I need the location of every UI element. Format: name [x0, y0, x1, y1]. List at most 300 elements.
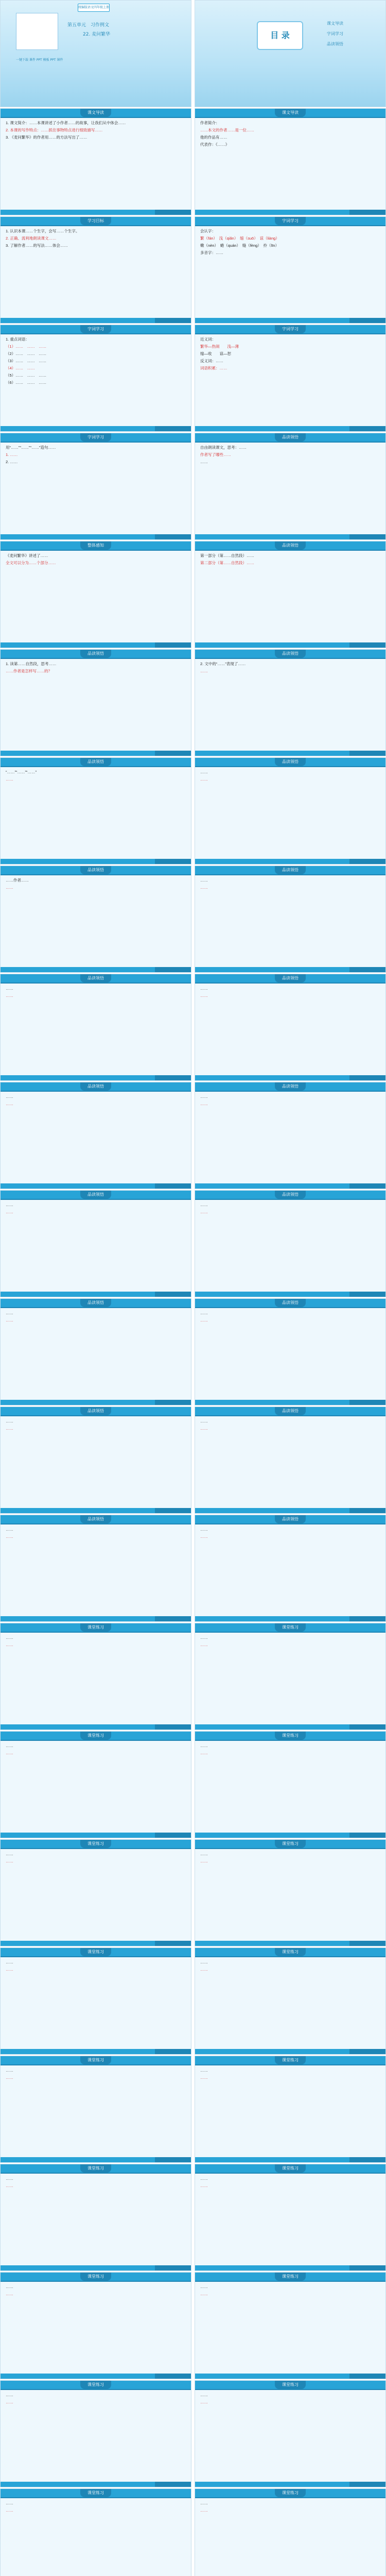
slide-footer-bar [195, 1833, 385, 1838]
slide-footer-bar [195, 1292, 385, 1297]
slide-line: 繁华—热闹 浅—薄 [200, 344, 239, 349]
slide-footer-bar [1, 318, 191, 323]
slide-line: …… [6, 2292, 13, 2296]
slide-header-label: 品读领悟 [275, 1299, 306, 1307]
slide-footer-bar [1, 1400, 191, 1405]
slide-body [200, 2067, 380, 2082]
slide-body [200, 2500, 380, 2515]
slide-footer-bar [1, 1508, 191, 1513]
slide-right [195, 1515, 386, 1622]
slide-line: 1. 重点词语： [6, 337, 29, 342]
slide-line: …… [200, 1527, 208, 1532]
slide-row [0, 1298, 386, 1405]
slide-header-bar [195, 1407, 385, 1416]
slide-body [6, 1418, 186, 1433]
slide-body [200, 1094, 380, 1108]
slide-footer-bar [195, 2157, 385, 2162]
slide-left [0, 2056, 191, 2163]
slide-line: …… [200, 1318, 208, 1323]
slide-body [6, 2176, 186, 2190]
slide-line: …… [200, 1635, 208, 1640]
slide-line: …… [200, 1967, 208, 1972]
slide-body [6, 1310, 186, 1325]
slide-footer-bar [1, 751, 191, 756]
slide-footer-bar [1, 2374, 191, 2379]
cover-illustration [16, 13, 58, 50]
slide-footer-bar [195, 1400, 385, 1405]
toc-item-3[interactable]: 品读领悟 [327, 42, 343, 46]
slide-right [195, 1082, 386, 1189]
slide-header-bar [195, 1191, 385, 1200]
slide-header-label: 课堂练习 [80, 2489, 111, 2497]
slide-header-bar [1, 974, 191, 984]
slide-left [0, 1731, 191, 1838]
slide-header-bar [195, 2489, 385, 2498]
lesson-title: 22. 麦问繁华 [83, 32, 111, 37]
slide-left [0, 1190, 191, 1297]
slide-header-bar [1, 1191, 191, 1200]
slide-line: …… [200, 2400, 208, 2404]
slide-row [0, 1731, 386, 1838]
slide-line: …… [200, 1859, 208, 1863]
slide-line: （4）…… …… [6, 366, 35, 370]
slide-line: 嫩（nèn） 蜷（quán） 缝（fèng） 拎（līn） [200, 243, 279, 248]
slide-header-bar [1, 1082, 191, 1092]
slide-header-bar [1, 2164, 191, 2174]
slide-left [0, 2380, 191, 2487]
slide-row [0, 1947, 386, 2055]
slide-footer-bar [195, 2482, 385, 2487]
slide-footer-bar [1, 1833, 191, 1838]
slide-line: …… [6, 1527, 13, 1532]
slide-body [200, 1418, 380, 1433]
slide-header-label: 课堂练习 [80, 2164, 111, 2173]
slide-line: 用“……”“……”“……”造句…… [6, 445, 56, 450]
slide-line: …… [6, 1967, 13, 1972]
cover-subtitle: 一键下载 课件 PPT 模板 PPT 课件 [16, 58, 63, 62]
slide-header-label: 课文导读 [275, 109, 306, 117]
slide-header-label: 品读领悟 [80, 650, 111, 658]
cover-slide [0, 0, 191, 107]
slide-row [0, 757, 386, 865]
slide-header-bar [195, 109, 385, 118]
slide-body [200, 986, 380, 1000]
slide-footer-bar [1, 426, 191, 431]
slide-right [195, 1947, 386, 2055]
slide-body [200, 1202, 380, 1216]
slide-header-label: 字词学习 [80, 325, 111, 333]
slide-line: …… [200, 2176, 208, 2181]
slide-line: …… [200, 1419, 208, 1423]
slide-row-cover [0, 0, 386, 107]
slide-left [0, 1082, 191, 1189]
slide-left [0, 433, 191, 540]
slide-header-bar [195, 541, 385, 551]
slide-row [0, 2272, 386, 2379]
slide-header-label: 课文导读 [80, 109, 111, 117]
slide-line: …… [200, 1426, 208, 1431]
slide-header-label: 课堂练习 [275, 2489, 306, 2497]
slide-header-label: 课堂练习 [80, 1840, 111, 1848]
slide-line: ……作者…… [6, 878, 29, 883]
slide-line: 词语积累：…… [200, 366, 227, 370]
slide-left [0, 1406, 191, 1514]
slide-line: …… [6, 2075, 13, 2080]
slide-line: 繁（fán） 浅（qiǎn） 缩（suō） 谅（liàng） [200, 236, 279, 241]
slide-line: 他的作品有…… [200, 135, 227, 140]
slide-footer-bar [1, 1183, 191, 1189]
slide-line: （3）…… …… …… [6, 359, 47, 363]
slide-left [0, 2488, 191, 2576]
slide-line: 2. 正确、流利地朗读课文…… [6, 236, 57, 241]
slide-line: 近义词： [200, 337, 216, 342]
slide-body [6, 661, 186, 675]
slide-line: …… [200, 2183, 208, 2188]
slide-footer-bar [1, 534, 191, 539]
slide-line: …… [200, 1960, 208, 1964]
slide-header-label: 品读领悟 [80, 1082, 111, 1091]
slide-line: …… [200, 1534, 208, 1539]
slide-line: （1）…… …… …… [6, 344, 47, 349]
slide-header-bar [1, 433, 191, 443]
slide-footer-bar [195, 859, 385, 864]
slide-line: …… [6, 1859, 13, 1863]
slide-line: …… [200, 1210, 208, 1214]
slide-body [200, 1959, 380, 1974]
slide-line: …… [6, 1202, 13, 1207]
slide-line: …… [6, 1318, 13, 1323]
slide-footer-bar [195, 318, 385, 323]
slide-left [0, 108, 191, 215]
slide-line: 全文可以分为……个部分…… [6, 561, 56, 565]
slide-row [0, 974, 386, 1081]
slide-footer-bar [195, 1075, 385, 1080]
slide-header-label: 学习目标 [80, 217, 111, 225]
slide-header-label: 课堂练习 [80, 2056, 111, 2064]
slide-line: ……本文的作者……是一位…… [200, 128, 254, 132]
slide-footer-bar [1, 1075, 191, 1080]
slide-header-label: 课堂练习 [275, 1623, 306, 1632]
slide-line: 《麦问繁华》讲述了…… [6, 553, 48, 558]
slide-footer-bar [195, 2265, 385, 2270]
slide-header-label: 课堂练习 [275, 2273, 306, 2281]
slide-line: …… [200, 885, 208, 890]
slide-header-bar [1, 2273, 191, 2282]
slide-header-bar [195, 866, 385, 875]
slide-row [0, 2056, 386, 2163]
slide-line: …… [200, 460, 208, 464]
slide-body [6, 2067, 186, 2082]
slide-header-bar [1, 1623, 191, 1633]
slide-line: （2）…… …… …… [6, 351, 47, 356]
slide-header-label: 品读领悟 [80, 866, 111, 874]
slide-header-label: 品读领悟 [275, 433, 306, 442]
slide-line: …… [200, 2501, 208, 2505]
slide-line: …… [6, 1635, 13, 1640]
slide-left [0, 1623, 191, 1730]
slide-body [6, 1851, 186, 1866]
slide-line: …… [200, 986, 208, 991]
slide-body [6, 1635, 186, 1649]
slide-right [195, 2164, 386, 2271]
slide-line: …… [200, 1094, 208, 1099]
slide-line: …… [200, 777, 208, 782]
slide-footer-bar [195, 1724, 385, 1730]
slide-header-bar [195, 433, 385, 443]
slide-header-bar [1, 325, 191, 334]
slide-header-bar [195, 325, 385, 334]
slide-body [200, 877, 380, 892]
slide-right [195, 1731, 386, 1838]
slide-header-label: 品读领悟 [80, 974, 111, 982]
slide-header-bar [195, 1623, 385, 1633]
slide-footer-bar [1, 1616, 191, 1621]
slide-header-label: 品读领悟 [275, 866, 306, 874]
slide-line: …… [200, 770, 208, 774]
slide-line: 1. 课文简介：……本课讲述了小作者……的故事，让我们从中体会…… [6, 121, 126, 125]
slide-header-label: 课堂练习 [80, 2381, 111, 2389]
slide-header-label: 品读领悟 [275, 1082, 306, 1091]
slide-right [195, 974, 386, 1081]
slide-line: …… [6, 993, 13, 998]
slide-body [6, 1743, 186, 1757]
slide-line: …… [6, 777, 13, 782]
slide-body [6, 2500, 186, 2515]
slide-line: …… [6, 885, 13, 890]
slide-line: …… [200, 2508, 208, 2513]
slide-line: …… [200, 1642, 208, 1647]
slide-header-bar [1, 1515, 191, 1524]
slide-left [0, 1298, 191, 1405]
slide-line: （5）…… …… …… [6, 373, 47, 378]
slide-line: …… [200, 2393, 208, 2397]
slide-footer-bar [1, 2049, 191, 2054]
slide-body [6, 445, 186, 466]
slide-row [0, 866, 386, 973]
slide-line: …… [200, 1202, 208, 1207]
slide-header-label: 品读领悟 [80, 1299, 111, 1307]
slide-line: …… [6, 2400, 13, 2404]
slide-header-label: 品读领悟 [80, 1191, 111, 1199]
slide-left [0, 541, 191, 648]
slide-line: 1. 读第……自然段，思考…… [6, 662, 57, 666]
slide-line: 会认字： [200, 229, 216, 233]
slide-footer-bar [1, 2265, 191, 2270]
slide-footer-bar [195, 1183, 385, 1189]
slide-line: …… [6, 2068, 13, 2073]
slide-header-label: 字词学习 [80, 433, 111, 442]
slide-right [195, 108, 386, 215]
slide-footer-bar [195, 210, 385, 215]
slide-header-label: 品读领悟 [275, 1407, 306, 1415]
slide-line: …… [6, 1419, 13, 1423]
slide-header-bar [195, 650, 385, 659]
slide-header-label: 字词学习 [275, 217, 306, 225]
slide-line: …… [6, 2508, 13, 2513]
slide-body [200, 2284, 380, 2298]
slide-body [6, 2284, 186, 2298]
slide-header-bar [1, 650, 191, 659]
slide-footer-bar [1, 210, 191, 215]
slide-left [0, 1515, 191, 1622]
slide-header-bar [1, 1299, 191, 1308]
slide-footer-bar [195, 967, 385, 972]
slide-body [6, 877, 186, 892]
slide-right [195, 866, 386, 973]
slide-body [6, 986, 186, 1000]
slide-row [0, 433, 386, 540]
slide-right [195, 1839, 386, 1946]
slide-footer-bar [195, 534, 385, 539]
slide-row [0, 2164, 386, 2271]
slide-line: …… [6, 1534, 13, 1539]
slide-line: 第二部分（第……自然段）…… [200, 561, 254, 565]
slide-header-bar [1, 1948, 191, 1957]
slide-right [195, 325, 386, 432]
slide-line: …… [6, 2501, 13, 2505]
slide-right [195, 541, 386, 648]
slide-header-label: 品读领悟 [275, 650, 306, 658]
slide-line: …… [200, 1101, 208, 1106]
slide-body [200, 1310, 380, 1325]
slide-line: …… [200, 669, 208, 673]
slide-header-label: 课堂练习 [275, 2056, 306, 2064]
slide-body [6, 769, 186, 784]
slide-right [195, 1406, 386, 1514]
slide-body [200, 1527, 380, 1541]
slide-header-bar [195, 1732, 385, 1741]
slide-header-bar [195, 217, 385, 226]
slide-line: …… [6, 986, 13, 991]
slide-header-label: 课堂练习 [275, 1948, 306, 1956]
slide-footer-bar [195, 1616, 385, 1621]
slide-footer-bar [1, 859, 191, 864]
slide-line: …… [6, 1642, 13, 1647]
slide-footer-bar [195, 642, 385, 648]
slide-header-bar [1, 1407, 191, 1416]
slide-body [200, 1635, 380, 1649]
slide-row [0, 216, 386, 324]
slide-header-bar [195, 1948, 385, 1957]
slide-header-bar [1, 541, 191, 551]
slide-row [0, 1082, 386, 1189]
slide-left [0, 974, 191, 1081]
slide-left [0, 1839, 191, 1946]
slide-header-bar [195, 2056, 385, 2065]
slide-line: （6）…… …… …… [6, 380, 47, 385]
slide-body [6, 120, 186, 142]
slide-line: …… [6, 2284, 13, 2289]
slide-body [200, 553, 380, 567]
slide-line: 2. …… [6, 460, 18, 464]
slide-line: 反义词：…… [200, 359, 223, 363]
slide-line: …… [200, 2075, 208, 2080]
slide-footer-bar [1, 967, 191, 972]
slide-right [195, 757, 386, 865]
slide-header-label: 品读领悟 [275, 974, 306, 982]
slide-row [0, 1406, 386, 1514]
slide-body [200, 1743, 380, 1757]
slide-line: …… [200, 2068, 208, 2073]
slide-row [0, 1623, 386, 1730]
slide-header-label: 整体感知 [80, 541, 111, 550]
slide-right [195, 433, 386, 540]
slide-header-bar [195, 758, 385, 767]
slide-header-label: 课堂练习 [80, 1948, 111, 1956]
slide-right [195, 649, 386, 756]
slide-footer-bar [195, 2374, 385, 2379]
slide-row [0, 2380, 386, 2487]
slide-line: 代表作：《……》 [200, 142, 230, 147]
slide-header-label: 课堂练习 [80, 2273, 111, 2281]
slide-header-bar [195, 2273, 385, 2282]
slide-body [6, 1527, 186, 1541]
slide-body [200, 661, 380, 675]
slide-row [0, 1839, 386, 1946]
slide-body [6, 228, 186, 250]
slide-line: 作者写了哪些…… [200, 452, 231, 457]
slide-line: …… [6, 1751, 13, 1755]
slide-line: 3. 《麦问繁华》的作者用……的方法写出了…… [6, 135, 87, 140]
slide-row [0, 649, 386, 756]
slide-row [0, 1190, 386, 1297]
slide-left [0, 649, 191, 756]
slide-body [200, 2392, 380, 2406]
slide-line: 2. 本课的写作特点：……抓住事物特点进行细致描写…… [6, 128, 103, 132]
slide-line: 第一部分（第……自然段）…… [200, 553, 254, 558]
slide-line: …… [6, 1094, 13, 1099]
slide-line: 1. 认识本课……个生字，会写……个生字。 [6, 229, 80, 233]
slide-header-label: 课堂练习 [275, 1732, 306, 1740]
slide-header-label: 课堂练习 [80, 1732, 111, 1740]
slide-footer-bar [195, 426, 385, 431]
slide-footer-bar [195, 2049, 385, 2054]
slide-header-label: 课堂练习 [275, 2381, 306, 2389]
grade-badge: 统编版语文四年级上册 [78, 4, 110, 12]
slide-line: 1. …… [6, 452, 18, 457]
slide-line: …… [200, 993, 208, 998]
slide-line: …… [6, 2176, 13, 2181]
slide-header-bar [1, 1732, 191, 1741]
slide-line: 2. 文中的“……”表现了…… [200, 662, 246, 666]
toc-item-2[interactable]: 字词学习 [327, 31, 343, 36]
slide-line: 缩—收 谅—恕 [200, 351, 231, 356]
slide-body [200, 120, 380, 149]
slide-header-label: 品读领悟 [80, 1515, 111, 1523]
slide-row [0, 1515, 386, 1622]
slide-line: …… [200, 1852, 208, 1856]
slide-right [195, 2272, 386, 2379]
slide-header-bar [195, 1299, 385, 1308]
slide-right [195, 2380, 386, 2487]
slide-body [6, 336, 186, 387]
slide-header-bar [1, 2381, 191, 2390]
slide-line: “……”“……”“……” [6, 770, 37, 774]
slide-header-label: 品读领悟 [80, 1407, 111, 1415]
slide-right [195, 1190, 386, 1297]
slide-line: …… [6, 1743, 13, 1748]
slide-left [0, 757, 191, 865]
slide-right [195, 1623, 386, 1730]
slide-body [6, 553, 186, 567]
slide-line: …… [6, 2183, 13, 2188]
toc-item-1[interactable]: 课文导读 [327, 21, 343, 26]
slide-header-bar [195, 2164, 385, 2174]
slide-line: …… [200, 1751, 208, 1755]
slide-header-label: 品读领悟 [275, 1515, 306, 1523]
slide-footer-bar [1, 642, 191, 648]
slide-line: …… [200, 2284, 208, 2289]
